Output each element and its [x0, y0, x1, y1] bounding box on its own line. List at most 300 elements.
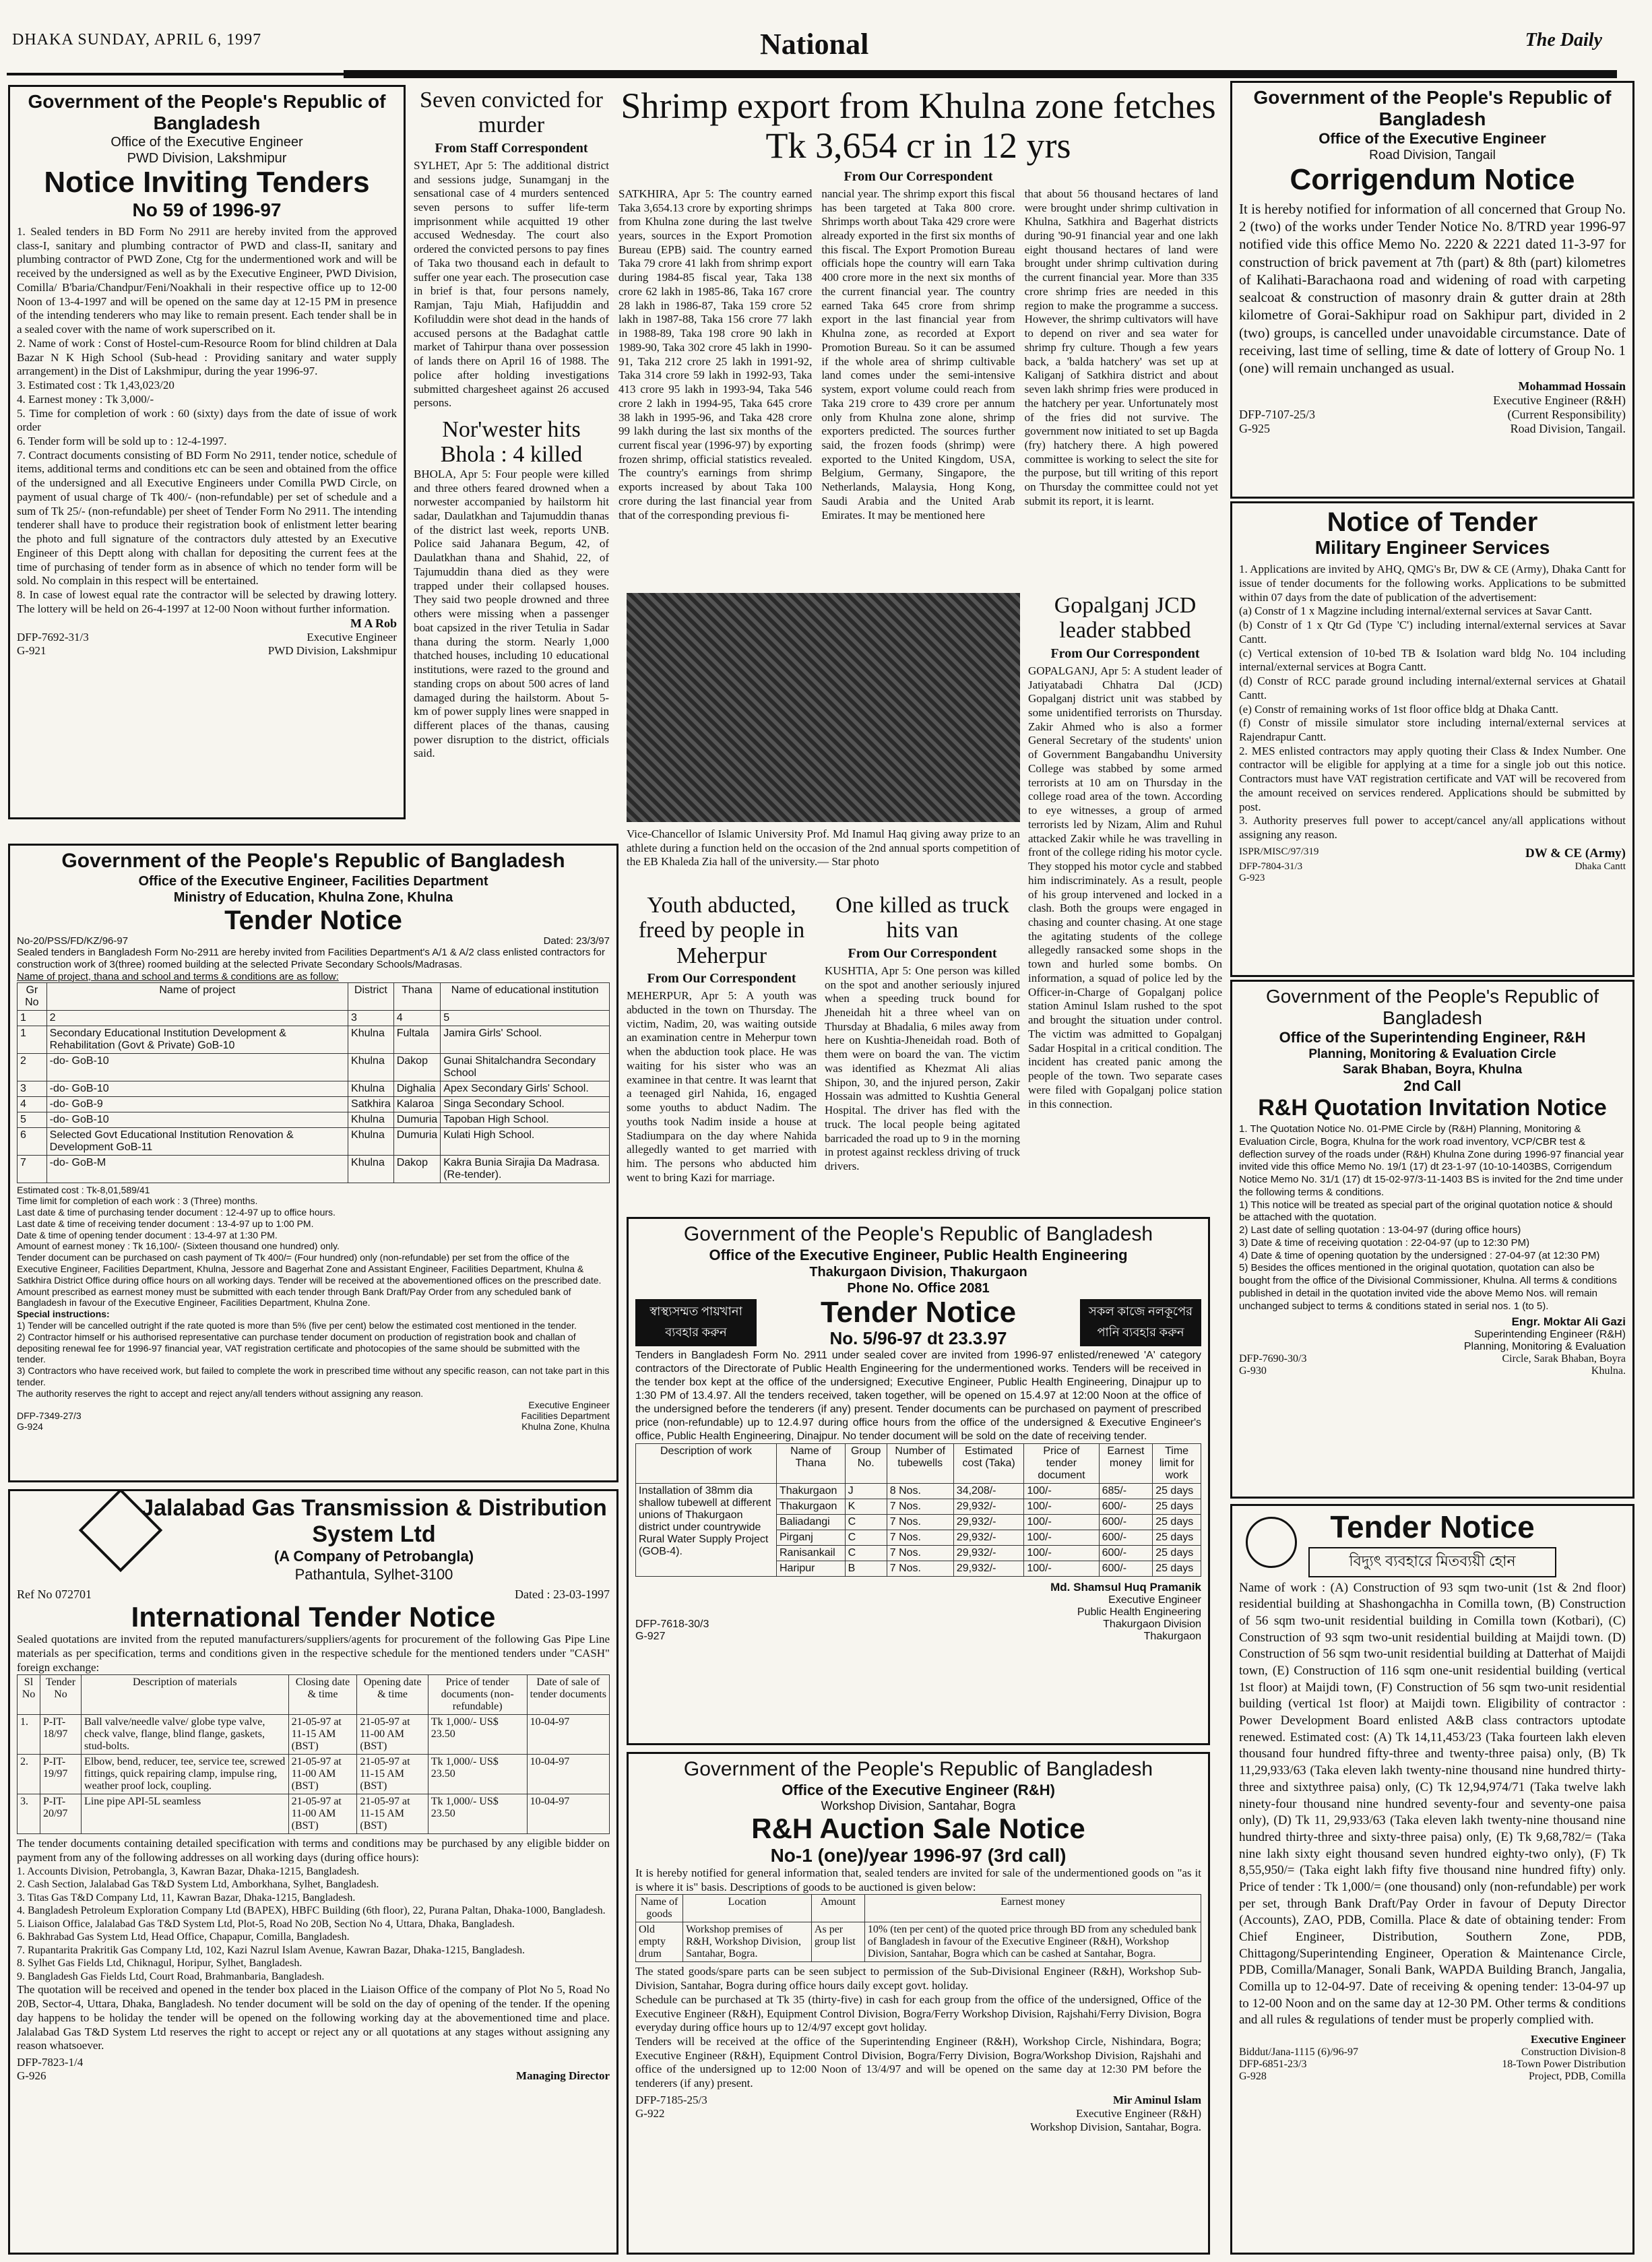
cell: Pirganj: [777, 1530, 846, 1546]
cell: 600/-: [1099, 1499, 1153, 1515]
ad5-term: Amount of earnest money : Tk 16,100/- (Sixteen thousand one hundred) only.: [17, 1240, 340, 1252]
cell: Satkhira: [348, 1096, 394, 1112]
ad8-office: Office of the Executive Engineer (R&H): [782, 1781, 1055, 1798]
ad8-sign-office: Workshop Division, Santahar, Bogra.: [1030, 2120, 1201, 2133]
ad2-sign-note: (Current Responsibility): [1507, 408, 1626, 422]
ad6-address-item: 6. Bakhrabad Gas System Ltd, Head Office, Chapapur, Comilla, Bangladesh.: [17, 1931, 350, 1943]
ad6-address-item: 5. Liaison Office, Jalalabad Gas T&D System Ltd, Plot-5, Road No 20B, Section No 4, Uttara, Dhaka, Bangladesh.: [17, 1918, 515, 1930]
cell: 7 Nos.: [887, 1546, 953, 1561]
ad6-col: Description of materials: [82, 1675, 289, 1715]
cell: 34,208/-: [953, 1484, 1024, 1499]
cell: 25 days: [1153, 1484, 1201, 1499]
cell: C: [845, 1546, 887, 1561]
cell: 1.: [18, 1715, 40, 1755]
ad1-item: 4. Earnest money : Tk 3,000/-: [17, 392, 154, 406]
ad-pdb-tender-notice: [1230, 1504, 1634, 2255]
cell: Selected Govt Educational Institution Renovation & Development GoB-11: [46, 1127, 348, 1155]
cell: Old empty drum: [636, 1922, 683, 1962]
ad3-isp: ISPR/MISC/97/319: [1239, 846, 1319, 857]
ad1-g: G-921: [17, 643, 46, 657]
ad6-signer: Managing Director: [516, 2069, 610, 2083]
ad5-term: Time limit for completion of each work : 3 (Three) months.: [17, 1195, 258, 1207]
ad7-phone: Phone No. Office 2081: [847, 1280, 990, 1296]
ad9-sign-city: Project, PDB, Comilla: [1529, 2071, 1626, 2083]
cell: P-IT-19/97: [40, 1755, 81, 1794]
ad2-division: Road Division, Tangail: [1369, 148, 1496, 162]
cell: Workshop premises of R&H, Workshop Division, Santahar, Bogra.: [683, 1922, 812, 1962]
ad7-sign-office2: Thakurgaon Division: [1103, 1619, 1201, 1631]
cell: Singa Secondary School.: [441, 1096, 610, 1112]
cell: Dakop: [393, 1155, 440, 1183]
story3-byline: From Our Correspondent: [844, 168, 993, 184]
ad3-item: (c) Vertical extension of 10-bed TB & Isolation ward bldg No. 104 including internal/external services at Bogra Cantt.: [1239, 646, 1626, 674]
ad3-item: 1. Applications are invited by AHQ, QMG's Br, DW & CE (Army), Dhaka Cantt for issue of tender documents for the following works. Applications to be submitted within 07 days from the date of publication of the advertisement:: [1239, 563, 1626, 604]
ad3-signer: DW & CE (Army): [1525, 846, 1626, 860]
ad8-body: The stated goods/spare parts can be seen subject to permission of the Sub-Divisional Engineer (R&H), Workshop Sub-Division, Santahar, Bogra during office hours daily except govt. holiday.: [635, 1965, 1201, 1992]
ad4-dfp: DFP-7690-30/3: [1239, 1353, 1307, 1365]
ad7-title: Tender Notice: [820, 1295, 1017, 1329]
ad8-body: Tenders will be received at the office of the Superintending Engineer (R&H), Workshop Circle, Nishindara, Bogra; Executive Engineer (R&H), Equipment Control Division, Bogra/Ferry Division, Bogra/Workshop Division, Rajshahi and office of the undersigned up to 12:00 Noon of 13/4/97 and will be opened on the same day at 12:30 PM before the tenderers (if any) present.: [635, 2035, 1201, 2090]
ad9-ref: Biddut/Jana-1115 (6)/96-97: [1239, 2046, 1359, 2059]
ad8-table: [635, 1894, 1201, 1962]
ad5-org: Government of the People's Republic of Bangladesh: [61, 850, 565, 872]
story1-headline: Seven convicted for murder: [420, 88, 603, 138]
ad4-sign-city: Khulna.: [1591, 1365, 1626, 1377]
ad7-col: Earnest money: [1099, 1444, 1153, 1484]
ad6-address-item: 7. Rupantarita Prakritik Gas Company Ltd, 102, Kazi Nazrul Islam Avenue, Kawran Bazar, Dhaka-1215, Bangladesh.: [17, 1944, 525, 1956]
cell: 600/-: [1099, 1515, 1153, 1530]
story6-headline: One killed as truck hits van: [835, 893, 1009, 943]
ad5-special: 1) Tender will be cancelled outright if the rate quoted is more than 5% (five per cent) below the estimated cost mentioned in the tender.: [17, 1320, 577, 1331]
cell: Apex Secondary Girls' School.: [441, 1081, 610, 1096]
ad5-col: Thana: [393, 982, 440, 1010]
cell: 2.: [18, 1755, 40, 1794]
cell: Dakop: [393, 1053, 440, 1081]
cell: 7 Nos.: [887, 1530, 953, 1546]
story-gopalganj: [1028, 593, 1222, 1213]
ad8-org: Government of the People's Republic of Bangladesh: [683, 1758, 1153, 1780]
ad7-sign-title: Executive Engineer: [1108, 1594, 1201, 1606]
ad1-org: Government of the People's Republic of Bangladesh: [28, 91, 386, 134]
table-row: [18, 1794, 610, 1834]
cell: Kulati High School.: [441, 1127, 610, 1155]
ad5-sign-city: Khulna Zone, Khulna: [521, 1420, 610, 1432]
cell: Baliadangi: [777, 1515, 846, 1530]
ad4-item: 3) Date & time of receiving quotation : 22-04-97 (up to 12:30 PM): [1239, 1236, 1530, 1249]
ad5-special-title: Special instructions:: [17, 1309, 110, 1320]
table-row: [18, 1755, 610, 1794]
ad5-col: Name of educational institution: [441, 982, 610, 1010]
cell: 21-05-97 at 11-00 AM (BST): [288, 1755, 357, 1794]
story6-byline: From Our Correspondent: [848, 945, 997, 961]
cell: K: [845, 1499, 887, 1515]
ad7-col: Group No.: [845, 1444, 887, 1484]
cell: -do- GoB-10: [46, 1053, 348, 1081]
ad8-g: G-922: [635, 2106, 665, 2120]
table-row: [18, 1715, 610, 1755]
ad6-g: G-926: [17, 2069, 46, 2083]
cell: 10-04-97: [527, 1755, 609, 1794]
header-rule: [344, 70, 1617, 78]
cell: 25 days: [1153, 1561, 1201, 1577]
cell: 100/-: [1024, 1546, 1099, 1561]
ad4-signer: Engr. Moktar Ali Gazi: [1511, 1315, 1626, 1329]
cell: 21-05-97 at 11-15 AM (BST): [357, 1755, 428, 1794]
cell: 10% (ten per cent) of the quoted price through BD from any scheduled bank of Bangladesh in favour of the Executive Engineer (R&H), Workshop Division, Santahar, Bogra which can be cashed at Santahar, Bogra.: [864, 1922, 1201, 1962]
ad2-dfp: DFP-7107-25/3: [1239, 408, 1316, 422]
ad6-col: Price of tender documents (non-refundable): [428, 1675, 527, 1715]
cell: Line pipe API-5L seamless: [82, 1794, 289, 1834]
ad9-body: Name of work : (A) Construction of 93 sqm two-unit (1st & 2nd floor) residential building at Shashongachha in Comilla town, (B) Construction of 56 sqm two-unit residential building in Comilla town (Kotbari), (C) Construction of 93 sqm two-unit residential building at Maijdi town. (D) Construction of 56 sqm two-unit residential building at Datterhat of Maijdi town, (E) Construction of 116 sqm one-unit residential building (vertical 1st floor) at Maijdi town, (F) Construction of 56 sqm two-unit residential building (vertical 1st floor) at Maijdi town. Eligibility of contractor : Power Development Board enlisted A&B class contractors uptodate renewed. Estimated cost: (A) Tk 14,11,453/23 (Taka fourteen lakh eleven thousand four hundred fifty-three and twenty-three paisa) only, (B) Tk 11,29,933/63 (Taka eleven lakh twenty-nine thousand nine hundred thirty-three and sixtythree paisa) only, (C) Tk 12,94,974/71 (Taka twelve lakh ninety-four thousand nine hundred seventy-four and seventy-one paisa only), (D) Tk 11, 29,933/63 (Taka eleven lakh twenty-nine thousand nine hundred thirty-three and sixty-three paisa) only, (E) Tk 9,68,782/= (Taka nine lakh sixty eight thousand seven hundred eighty-two only), (F) Tk 8,55,950/= (Taka eight lakh fifty five thousand nine hundred fifty) only. Price of tender : Tk 1,000/= (one thousand) only (non-refundable) per work per set, through Bank Draft/Pay Order in favour of Deputy Director (Accounts), ZAO, PDB, Comilla. Place & date of obtaining tender: From Chief Engineer, Distribution, Southern Zone, PDB, Chittagong/Superintending Engineer, Operation & Maintenance Circle, PDB, Comilla/Manager, Sonali Bank, WAPDA Building Branch, Jangalia, Comilla up to 12-04-97. Date of receiving & opening tender: 13-04-97 up to 12-00 Noon and on the same day at 12-30 PM. Other terms & conditions and all rules & regulations of tender must be properly complied with.: [1239, 1580, 1626, 2028]
ad5-special: 2) Contractor himself or his authorised representative can purchase tender document on production of registration book and challan of depositing renewal fee for 1996-97 financial year, VAT registration certificate and photocopies of the same should be submitted with the tender.: [17, 1331, 580, 1365]
ad8-col: Earnest money: [864, 1895, 1201, 1922]
cell: 100/-: [1024, 1530, 1099, 1546]
ad8-sign-title: Executive Engineer (R&H): [1076, 2106, 1201, 2120]
cell: 2: [18, 1053, 47, 1081]
ad4-division: Planning, Monitoring & Evaluation Circle: [1308, 1046, 1556, 1061]
ad1-item: 2. Name of work : Const of Hostel-cum-Resource Room for blind children at Dala Bazar N K High School (Sub-head : Providing sanitary and water supply arrangement) in the Dist of Lakshmipur, during the year 1996-97.: [17, 336, 397, 378]
ad7-col: Name of Thana: [777, 1444, 846, 1484]
cell: Gunai Shitalchandra Secondary School: [441, 1053, 610, 1081]
ad1-dfp: DFP-7692-31/3: [17, 630, 89, 643]
ad8-title: R&H Auction Sale Notice: [751, 1813, 1085, 1845]
story-youth-abducted: [627, 893, 817, 1209]
ad2-sign-title: Executive Engineer (R&H): [1493, 394, 1626, 408]
ad-mes-notice-of-tender: [1230, 501, 1634, 977]
cell: Khulna: [348, 1155, 394, 1183]
cell: 7 Nos.: [887, 1499, 953, 1515]
ad5-col: Name of project: [46, 982, 348, 1010]
ad6-address-item: 1. Accounts Division, Petrobangla, 3, Kawran Bazar, Dhaka-1215, Bangladesh.: [17, 1865, 360, 1877]
ad5-colnum: 4: [393, 1010, 440, 1026]
ad9-dfp: DFP-6851-23/3: [1239, 2059, 1307, 2071]
story5-byline: From Our Correspondent: [647, 971, 796, 986]
cell: 3.: [18, 1794, 40, 1834]
ad9-sign-office: Construction Division-8: [1521, 2046, 1626, 2059]
ad4-sign-office: Planning, Monitoring & Evaluation: [1463, 1341, 1626, 1353]
cell: 29,932/-: [953, 1499, 1024, 1515]
ad1-item: 7. Contract documents consisting of BD Form No 2911, tender notice, schedule of items, additional terms and conditions etc can be seen and obtained from the office of the undersigned and all Executive Engineers under Comilla PWD Circle, on payment of usual charge of Tk 400/- (non-refundable) per set of schedule and a sum of Tk 25/- (non-refundable) per sheet of Tender Form No 2911. The intending tenderer shall have to produce their registration book of enlistment letter bearing the photo and full signature of the contractors duly attested by an Executive Engineer of this Deptt along with challan for depositing the current fees at the time of purchasing of tender form as in absence of which no tender form will be sold. No complain in this respect will be entertained.: [17, 448, 397, 588]
ad5-table-note: Name of project, thana and school and terms & conditions are as follow:: [17, 970, 339, 982]
ad1-no: No 59 of 1996-97: [132, 199, 282, 220]
ad6-col: Date of sale of tender documents: [527, 1675, 609, 1715]
story5-headline: Youth abducted, freed by people in Meherpur: [638, 893, 805, 968]
ad8-no: No-1 (one)/year 1996-97 (3rd call): [770, 1844, 1067, 1866]
cell: Thakurgaon: [777, 1484, 846, 1499]
cell: Tk 1,000/- US$ 23.50: [428, 1755, 527, 1794]
ad4-item: 4) Date & time of opening quotation by the undersigned : 27-04-97 (at 12:30 PM): [1239, 1249, 1600, 1261]
cell: Kakra Bunia Sirajia Da Madrasa. (Re-tender).: [441, 1155, 610, 1183]
ad6-col: Sl No: [18, 1675, 40, 1715]
cell: 25 days: [1153, 1499, 1201, 1515]
ad3-g: G-923: [1239, 872, 1265, 883]
cell: Khulna: [348, 1112, 394, 1127]
ad5-dated: Dated: 23/3/97: [543, 935, 610, 947]
column-stories-left: [414, 88, 609, 842]
ad4-g: G-930: [1239, 1365, 1267, 1377]
cell: Tk 1,000/- US$ 23.50: [428, 1794, 527, 1834]
ad1-item: 6. Tender form will be sold up to : 12-4-1997.: [17, 434, 227, 447]
story3-col1: SATKHIRA, Apr 5: The country earned Taka 3,654.13 crore by exporting shrimps from Khulna zone during the last twelve years, sources in the Export Promotion Bureau (EPB) said. The country earned Taka 79 crore 41 lakh from shrimp export during 1984-85 fiscal year, Taka 138 crore 62 lakh in 1985-86, Taka 167 crore 28 lakh in 1986-87, Taka 159 crore 52 lakh in 1987-88, Taka 156 crore 77 lakh in 1988-89, Taka 198 crore 90 lakh in 1989-90, Taka 302 crore 45 lakh in 1990-91, Taka 212 crore 25 lakh in 1991-92, Taka 314 crore 59 lakh in 1992-93, Taka 413 crore 95 lakh in 1993-94, Taka 546 crore 2 lakh in 1994-95, Taka 645 crore 38 lakh in 1995-96, and Taka 428 crore 99 lakh during the last six months of the current fiscal year (1996-97) by exporting frozen shrimp, official statistics revealed. The country's earnings from shrimp exports increased by about Taka 100 crore during the last financial year from that of the corresponding previous fi-: [618, 187, 813, 522]
table-row: [636, 1484, 1201, 1499]
cell: 21-05-97 at 11-00 AM (BST): [357, 1715, 428, 1755]
ad9-signer: Executive Engineer: [1530, 2033, 1626, 2046]
cell: -do- GoB-10: [46, 1112, 348, 1127]
cell: Khulna: [348, 1081, 394, 1096]
ad4-call: 2nd Call: [1403, 1077, 1461, 1095]
ad2-sign-office: Road Division, Tangail.: [1510, 422, 1626, 436]
cell: 600/-: [1099, 1546, 1153, 1561]
cell: Dumuria: [393, 1127, 440, 1155]
ad-corrigendum-notice: [1230, 81, 1634, 499]
ad6-ref: Ref No 072701: [17, 1587, 92, 1601]
ad5-title: Tender Notice: [224, 905, 402, 935]
ad4-org: Government of the People's Republic of Bangladesh: [1265, 986, 1599, 1029]
ad7-signer: Md. Shamsul Huq Pramanik: [1050, 1581, 1201, 1594]
masthead-date: DHAKA SUNDAY, APRIL 6, 1997: [12, 31, 262, 49]
ad6-dated: Dated : 23-03-1997: [515, 1587, 610, 1601]
ad7-table: [635, 1443, 1201, 1577]
ad9-sign-office2: 18-Town Power Distribution: [1502, 2059, 1626, 2071]
table-row: [18, 1081, 610, 1096]
cell: C: [845, 1515, 887, 1530]
cell: Ranisankail: [777, 1546, 846, 1561]
ad-jalalabad-gas-tender: [8, 1489, 618, 2255]
cell: 25 days: [1153, 1515, 1201, 1530]
story-shrimp: [618, 86, 1218, 585]
ad7-g: G-927: [635, 1631, 666, 1643]
ad5-intro: Sealed tenders in Bangladesh Form No-2911 are hereby invited from Facilities Department's A/1 & A/2 class enlisted contractors for construction work of 3(three) roomed building at the selected Private Secondary Schools/Madrasas.: [17, 946, 606, 970]
cell: 1: [18, 1026, 47, 1053]
ad5-ref: No-20/PSS/FD/KZ/96-97: [17, 935, 129, 947]
ad7-body: Tenders in Bangladesh Form No. 2911 under sealed cover are invited from 1996-97 enlisted/renewed 'A' category contractors of the Directorate of Public Health Engineering for the undermentioned works. Tenders will be received in the tender box kept at the office of the undersigned; Executive Engineer, Public Health Engineering, Dinajpur up to 1:30 PM of 13.4.97. All the tenders received, taken together, will be opened on 15.4.97 at 12:00 Noon at the office of the undersigned before the tenderers (if any) present. Tender documents can be purchased on payment of prescribed price (non-refundable) up to 12.4.97 during office hours from the office of the undersigned & Executive Engineer's office, Public Health Engineering, Dinajpur. No tender document will be sold on the date of receiving tender.: [635, 1350, 1201, 1443]
ad5-colnum: 2: [46, 1010, 348, 1026]
ad2-signer: Mohammad Hossain: [1518, 379, 1626, 394]
story4-byline: From Our Correspondent: [1050, 646, 1200, 661]
ad3-item: 3. Authority preserves full power to accept/cancel any/all applications without assigning any reason.: [1239, 814, 1626, 842]
cell: Jamira Girls' School.: [441, 1026, 610, 1053]
ad5-body: Tender document can be purchased on cash payment of Tk 400/= (Four hundred) only (non-refundable) per set from the office of the Executive Engineer, Facilities Department, Khulna, Jessore and Bagerhat Zone and Assistant Engineer, Facilities Department, Khulna & Satkhira District Office during office hours on all working days. Tender will be received at the abovementioned offices on the prescribed date. Amount prescribed as earnest money must be submitted with each tender through Bank Draft/Pay Order from any scheduled bank of Bangladesh in favour of the Executive Engineer, Facilities Department, Khulna Zone.: [17, 1252, 602, 1309]
story4-headline: Gopalganj JCD leader stabbed: [1054, 593, 1197, 643]
cell: 8 Nos.: [887, 1484, 953, 1499]
cell: 29,932/-: [953, 1515, 1024, 1530]
ad9-g: G-928: [1239, 2071, 1267, 2083]
ad5-table: [17, 982, 610, 1183]
ad3-sign-office: Dhaka Cantt: [1575, 860, 1626, 872]
ad6-col: Tender No: [40, 1675, 81, 1715]
ad5-colnum: 5: [441, 1010, 610, 1026]
pdb-logo: [1246, 1517, 1297, 1568]
ad8-signer: Mir Aminul Islam: [1113, 2093, 1201, 2106]
cell: Kalaroa: [393, 1096, 440, 1112]
ad4-sign-title: Superintending Engineer (R&H): [1473, 1329, 1626, 1341]
ad1-item: 1. Sealed tenders in BD Form No 2911 are hereby invited from the approved class-I, sanitary and plumbing contractor of PWD and class-II, sanitary and plumbing contractor of PWD Zone, Ctg for the undermentioned work and will be received by the undersigned as well as by the Executive Engineer, PWD Division, Comilla/ B'baria/Chandpur/Feni/Noakhali in their respective office up to 12-00 Noon of 13-4-1997 and will be opened on the same day at 12-15 PM in presence of the intending tenderers who may like to remain present. Each tender shall be in a sealed cover with the name of work superscribed on it.: [17, 224, 397, 336]
ad8-intro: It is hereby notified for general information that, sealed tenders are invited for sale of the undermentioned goods on "as it is where it is" basis. Descriptions of goods to be auctioned is given below:: [635, 1866, 1201, 1893]
ad9-title: Tender Notice: [1330, 1509, 1535, 1544]
ad-notice-inviting-tenders: [8, 85, 406, 819]
ad3-dfp: DFP-7804-31/3: [1239, 860, 1303, 872]
ad5-col: District: [348, 982, 394, 1010]
ad1-item: 8. In case of lowest equal rate the contractor will be selected by drawing lottery. The lottery will be held on 26-4-1997 at 12-00 Noon without further information.: [17, 588, 397, 615]
ad8-dfp: DFP-7185-25/3: [635, 2093, 707, 2106]
ad-auction-sale-notice: [627, 1752, 1210, 2255]
cell: 600/-: [1099, 1530, 1153, 1546]
ad-phe-tender-notice: [627, 1217, 1210, 1745]
cell: 25 days: [1153, 1530, 1201, 1546]
ad6-address: Pathantula, Sylhet-3100: [294, 1565, 453, 1583]
ad8-col: Location: [683, 1895, 812, 1922]
section-title: National: [760, 28, 869, 61]
ad5-ministry: Ministry of Education, Khulna Zone, Khulna: [173, 889, 453, 905]
story6-body: KUSHTIA, Apr 5: One person was killed on the spot and another seriously injured when a speeding truck bound for Jheneidah hit a three wheel van on Thursday at Bhadalia, 6 miles away from here on Kushtia-Jheneidah road. Both of them were on board the van. The victim was identified as Khezmat Ali alias Shipon, 30, and the injured person, Zakir Hossain was admitted to Kushtia General Hospital. The driver has fled with the truck. The local people being agitated barricaded the road up to 9 in the morning in protest against reckless driving of truck drivers.: [825, 964, 1020, 1173]
story1-byline: From Staff Correspondent: [435, 140, 588, 156]
ad4-office: Office of the Superintending Engineer, R&H: [1279, 1029, 1586, 1046]
cell: C: [845, 1530, 887, 1546]
cell: Fultala: [393, 1026, 440, 1053]
cell: Secondary Educational Institution Development & Rehabilitation (Govt & Private) GoB-10: [46, 1026, 348, 1053]
ad5-term: Estimated cost : Tk-8,01,589/41: [17, 1184, 150, 1195]
ad6-intro: Sealed quotations are invited from the reputed manufacturers/suppliers/agents for procurement of the following Gas Pipe Line materials as per specification, terms and conditions given in the respective schedule for the mentioned tenders under "CASH" foreign exchange:: [17, 1633, 610, 1674]
cell: 100/-: [1024, 1515, 1099, 1530]
cell: 600/-: [1099, 1561, 1153, 1577]
ad6-closing: The quotation will be received and opened in the tender box placed in the Liaison Office of the company of Plot No 5, Road No 20B, Sector-4, Uttara, Dhaka, Bangladesh. No tender document will be sold on the day of opening of the tender. If the opening day happens to be holiday the tender will be opened on the following working day at the abovementioned time and place. Jalalabad Gas T&D System Ltd reserves the right to accept or reject any or all quotations at any stages without assigning any reason whatsoever.: [17, 1983, 610, 2052]
ad9-bangla: বিদ্যুৎ ব্যবহারে মিতব্যয়ী হোন: [1308, 1547, 1556, 1577]
ad1-item: 3. Estimated cost : Tk 1,43,023/20: [17, 379, 174, 392]
ad7-org: Government of the People's Republic of Bangladesh: [683, 1223, 1153, 1245]
table-row: [18, 1026, 610, 1053]
table-row: [18, 1053, 610, 1081]
ad8-body: Schedule can be purchased at Tk 35 (thirty-five) in cash for each group from the office of the undersigned, Office of the Executive Engineer (R&H), Equipment Control Division, Bogra/Ferry Workshop Division, Rajshahi/Ferry Division, Bogra everyday during office hours up to 12/4/97 except govt holiday.: [635, 1992, 1201, 2034]
ad7-col: Price of tender document: [1024, 1444, 1099, 1484]
story5-body: MEHERPUR, Apr 5: A youth was abducted in the town on Thursday. The victim, Nadim, 20, was waiting outside an examination centre in Meherpur town when the abduction took place. He was waiting for his sister who was an examinee in that centre. It was learnt that a teenaged girl Nahida, 16, engaged some youths to abduct Nadim. The youths took Nadim inside a house at Stadiumpara on the day where Nahida allegedly wanted to get married with him. The persons who abducted him went to bring Kazi for marriage.: [627, 989, 817, 1184]
cell: 100/-: [1024, 1561, 1099, 1577]
ad1-item: 5. Time for completion of work : 60 (sixty) days from the date of issue of work order: [17, 406, 397, 434]
cell: P-IT-20/97: [40, 1794, 81, 1834]
ad3-item: (e) Constr of remaining works of 1st floor office bldg at Dhaka Cantt.: [1239, 702, 1559, 716]
ad7-col: Number of tubewells: [887, 1444, 953, 1484]
cell: Khulna: [348, 1053, 394, 1081]
masthead: [12, 27, 1629, 61]
paper-name: The Daily: [1525, 30, 1602, 51]
ad7-desc: Installation of 38mm dia shallow tubewell at different unions of Thakurgaon district under countrywide Rural Water Supply Project (GOB-4).: [636, 1484, 777, 1577]
ad4-sign-office2: Circle, Sarak Bhaban, Boyra: [1502, 1353, 1626, 1365]
story2-body: BHOLA, Apr 5: Four people were killed and three others feared drowned when a norwester accompanied by hailstorm hit sadar, Daulatkhan and Tajumuddin thanas of the district last week, reports UNB. Police said Jahanara Begum, 42, of Daulatkhan thana and Shahid, 22, of Tajumuddin thana died as they were trapped under their collapsed houses. They said two people drowned and three others were missing when a passenger boat capsized in the river Tetulia in Sadar thana during the storm. Nearly 1,000 thatched houses, including 10 educational institutions, were razed to the ground and standing crops on about 500 acres of land damaged during the hailstorm. About 5-km of power supply lines were snapped in different places of the thanas, causing power disruption to the district, officials said.: [414, 467, 609, 760]
ad5-special: 3) Contractors who have received work, but failed to complete the work in prescribed time without any specific reason, can not take part in this tender.: [17, 1365, 610, 1388]
ad7-no: No. 5/96-97 dt 23.3.97: [829, 1328, 1007, 1349]
table-row: [18, 1127, 610, 1155]
ad-facilities-tender-notice: [8, 844, 618, 1482]
cell: Khulna: [348, 1026, 394, 1053]
cell: -do- GoB-M: [46, 1155, 348, 1183]
ad7-dfp: DFP-7618-30/3: [635, 1619, 709, 1631]
cell: 6: [18, 1127, 47, 1155]
ad6-address-item: 3. Titas Gas T&D Company Ltd, 11, Kawran Bazar, Dhaka-1215, Bangladesh.: [17, 1891, 356, 1904]
ad6-table: [17, 1674, 610, 1834]
cell: Elbow, bend, reducer, tee, service tee, screwed fittings, quick repairing clamp, impulse ring, weather proof lock, coupling.: [82, 1755, 289, 1794]
ad6-address-item: 8. Sylhet Gas Fields Ltd, Chiknagul, Horipur, Sylhet, Bangladesh.: [17, 1957, 303, 1970]
ad1-title: Notice Inviting Tenders: [44, 166, 370, 199]
ad5-term: Last date & time of receiving tender document : 13-4-97 up to 1:00 PM.: [17, 1218, 314, 1229]
cell: Tapoban High School.: [441, 1112, 610, 1127]
ad6-address-item: 2. Cash Section, Jalalabad Gas T&D System Ltd, Amborkhana, Sylhet, Bangladesh.: [17, 1879, 379, 1891]
ad6-address-item: 9. Bangladesh Gas Fields Ltd, Court Road, Brahmanbaria, Bangladesh.: [17, 1970, 325, 1982]
ad5-term: Date & time of opening tender document : 13-4-97 at 1:30 PM.: [17, 1229, 278, 1240]
cell: J: [845, 1484, 887, 1499]
cell: 29,932/-: [953, 1530, 1024, 1546]
ad6-body: The tender documents containing detailed specification with terms and conditions may be purchased by any eligible bidder on payment from any of the following addresses on all working days (during office hours):: [17, 1837, 610, 1864]
cell: 21-05-97 at 11-15 AM (BST): [288, 1715, 357, 1755]
cell: B: [845, 1561, 887, 1577]
ad4-item: 1) This notice will be treated as special part of the original quotation notice & should be attached with the quotation.: [1239, 1199, 1613, 1224]
cell: 25 days: [1153, 1546, 1201, 1561]
ad6-title: International Tender Notice: [131, 1600, 496, 1633]
ad7-office: Office of the Executive Engineer, Public Health Engineering: [709, 1246, 1128, 1263]
cell: 21-05-97 at 11-15 AM (BST): [357, 1794, 428, 1834]
cell: Khulna: [348, 1127, 394, 1155]
cell: 5: [18, 1112, 47, 1127]
ad3-sub: Military Engineer Services: [1314, 537, 1550, 558]
cell: 10-04-97: [527, 1794, 609, 1834]
ad7-bangla-right: সকল কাজে নলকূপের পানি ব্যবহার করুন: [1080, 1299, 1201, 1346]
ad5-office: Office of the Executive Engineer, Facilities Department: [138, 873, 488, 889]
ad3-item: (f) Constr of missile simulator store including internal/external services at Rajendrapur Cantt.: [1239, 716, 1626, 743]
table-row: [18, 1155, 610, 1183]
ad4-item: 5) Besides the offices mentioned in the original quotation, quotation can also be bought from the office of the Divisional Commissioner, Khulna. All terms & conditions published in detail in the quotation invited vide the above Memo Nos. will remain unchanged subject to terms & conditions stated in serial nos. 1 (to 5).: [1239, 1262, 1617, 1312]
ad5-colnum: 3: [348, 1010, 394, 1026]
ad3-title: Notice of Tender: [1327, 507, 1538, 537]
cell: As per group list: [811, 1922, 864, 1962]
ad1-signer: M A Rob: [350, 616, 397, 630]
ad7-col: Description of work: [636, 1444, 777, 1484]
cell: Dighalia: [393, 1081, 440, 1096]
ad4-item: 1. The Quotation Notice No. 01-PME Circle by (R&H) Planning, Monitoring & Evaluation Circle, Bogra, Khulna for the work road inventory, VCP/CBR test & deflection survey of the roads under (R&H) Khulna Zone during 1996-97 financial year invited vide this office Memo No. 19/1 (17) dt 23-1-97 (10-10-1403BS, Corrigendum Notice Memo No. 31/1 (17) dt 15-02-97/3-11-1403 BS is invited for the 2nd time under the following terms & conditions.: [1239, 1123, 1624, 1198]
ad5-term: Last date & time of purchasing tender document : 12-4-97 up to office hours.: [17, 1207, 336, 1218]
ad8-division: Workshop Division, Santahar, Bogra: [821, 1798, 1016, 1813]
cell: 3: [18, 1081, 47, 1096]
ad2-body: It is hereby notified for information of all concerned that Group No. 2 (two) of the works under Tender Notice No. 8/TRD year 1996-97 notified vide this office Memo No. 2220 & 2221 dated 11-3-97 for construction of brick pavement at 7th (part) & 8th (part) kilometres of Kalihati-Barachaona road and widening of road with carpeting sealcoat & construction of masonry drain & gutter drain at 28th kilometre of Gorai-Sakhipur road on Sakhipur part, divided in 2 (two) groups, is cancelled under unavoidable circumstance. Date of receiving, last time of selling, time & date of lottery of Group No. 1 (one) will remain unchanged as usual.: [1239, 200, 1626, 377]
ad3-item: 2. MES enlisted contractors may apply quoting their Class & Index Number. One contractor will be eligible for applying at a time for a single job out this notice. Contractors must have VAT registration certificate and VAT will be recovered from the amount received on services rendered. Applications should be submitted by post.: [1239, 744, 1626, 813]
cell: 4: [18, 1096, 47, 1112]
table-row: [18, 1112, 610, 1127]
ad5-sign-title: Executive Engineer: [528, 1399, 610, 1410]
ad5-dfp: DFP-7349-27/3: [17, 1410, 82, 1421]
ad1-sign-title: Executive Engineer: [307, 630, 397, 643]
ad1-sign-office: PWD Division, Lakshmipur: [267, 643, 397, 657]
story3-col2: nancial year. The shrimp export this fiscal has been targeted at Taka 800 crore. Shrimps worth about Taka 429 crore were already exported in the first six months of this fiscal. The Export Promotion Bureau officials hope the country will earn Taka 400 crore more in the next six months of the current financial year. The country earned Taka 645 crore from shrimp export in the last financial year from Khulna zone, as recorded at Export Promotion Bureau. So it can be assumed if the whole area of shrimp cultivable land comes under the semi-intensive system, export volume could reach from Taka 219 crore to 439 crore per annum only from Khulna zone alone, shrimp exporters predicted. The sources further said, the frozen foods (shrimp) were exported to the United Kingdom, USA, Belgium, Germany, Singapore, the Netherlands, Malaysia, Hong Kong, Saudi Arabia and the United Arab Emirates. It may be mentioned here: [821, 187, 1015, 522]
story3-col3: that about 56 thousand hectares of land were brought under shrimp cultivation in Khulna, Satkhira and Bagerhat districts during '90-91 financial year and one lakh eight thousand hectares of land were brought under shrimp cultivation during the current financial year. More than 335 crore shrimp fries are needed in this region to make the programme a success. However, the shrimp cultivators will have to depend on river and sea water for shrimp fry culture. Though a few years back, a 'balda hatchery' was set up at Kaliganj of Satkhira district and about seven lakh shrimp fries were produced in the hatchery per year. Unfortunately most of the fries did not survive. The government now initiated to set up Bagda (fry) hatchery there. A high powered committee is working to select the site for the purpose, but till writing of this report on Thursday the committee could not yet submit its report, it is learnt.: [1024, 187, 1218, 507]
story3-headline: Shrimp export from Khulna zone fetches Tk 3,654 cr in 12 yrs: [621, 86, 1216, 166]
cell: 7 Nos.: [887, 1515, 953, 1530]
ad3-item: (d) Constr of RCC parade ground including internal/external services at Ghatail Cantt.: [1239, 674, 1626, 701]
ad6-sub: (A Company of Petrobangla): [274, 1548, 474, 1565]
story4-body: GOPALGANJ, Apr 5: A student leader of Jatiyatabadi Chhatra Dal (JCD) Gopalganj district unit was stabbed by some unidentified terrorists on Thursday. Zakir Ahmed who is also a former General Secretary of the students' union of Government Bangabandhu University College was stabbed by some armed terrorists at 10 am on Thursday in the college road area of the town. According to eye witnesses, a group of armed terrorists led by Nizam, Alim and Ruhul attacked Zakir while he was travelling in front of the college riding his motor cycle. They stopped his motor cycle and stabbed him indiscriminately. As a result, people of his group intervened and locked in a clash. Both the groups were engaged in chasing and counter chasing. At one stage the agitating students of the college allegedly ransacked some shops in the town and hurled some bombs. On information, a squad of police led by the Officer-in-Charge of Gopalganj police station Aminul Islam rushed to the spot and brought the situation under control. The victim was admitted to Gopalganj Sadar Hospital in a critical condition. The incident has created panic among the people of the town. Two separate cases were filed with Gopalganj police station in this connection.: [1028, 664, 1222, 1110]
news-photo: [627, 593, 1020, 822]
cell: Thakurgaon: [777, 1499, 846, 1515]
story1-body: SYLHET, Apr 5: The additional district and sessions judge, Sunamganj in the sensational case of 4 murders sentenced seven persons to suffer life-term imprisonment while acquitted 19 other accused Wednesday. The court also ordered the convicted persons to pay fines of Taka two thousand each in default to suffer one year each. The prosecution case in brief is that, four persons namely, Ramjan, Taju Miah, Hafijuddin and Kofiluddin were shot dead in the hands of accused persons at the Badaghat cattle market of Tahirpur thana over possession of lands there on April 16 of 1988. The police after holding investigations submitted chargesheet against 26 accused persons.: [414, 158, 609, 410]
cell: 29,932/-: [953, 1561, 1024, 1577]
cell: P-IT-18/97: [40, 1715, 81, 1755]
ad5-sign-office: Facilities Department: [521, 1410, 610, 1421]
ad5-g: G-924: [17, 1420, 43, 1432]
cell: 100/-: [1024, 1484, 1099, 1499]
cell: Dumuria: [393, 1112, 440, 1127]
ad8-col: Amount: [811, 1895, 864, 1922]
ad7-col: Estimated cost (Taka): [953, 1444, 1024, 1484]
cell: Ball valve/needle valve/ globe type valve, check valve, flange, blind flange, gaskets, stud-bolts.: [82, 1715, 289, 1755]
ad4-place: Sarak Bhaban, Boyra, Khulna: [1342, 1062, 1523, 1077]
story2-headline: Nor'wester hits Bhola : 4 killed: [440, 417, 583, 468]
ad4-title: R&H Quotation Invitation Notice: [1258, 1094, 1607, 1121]
